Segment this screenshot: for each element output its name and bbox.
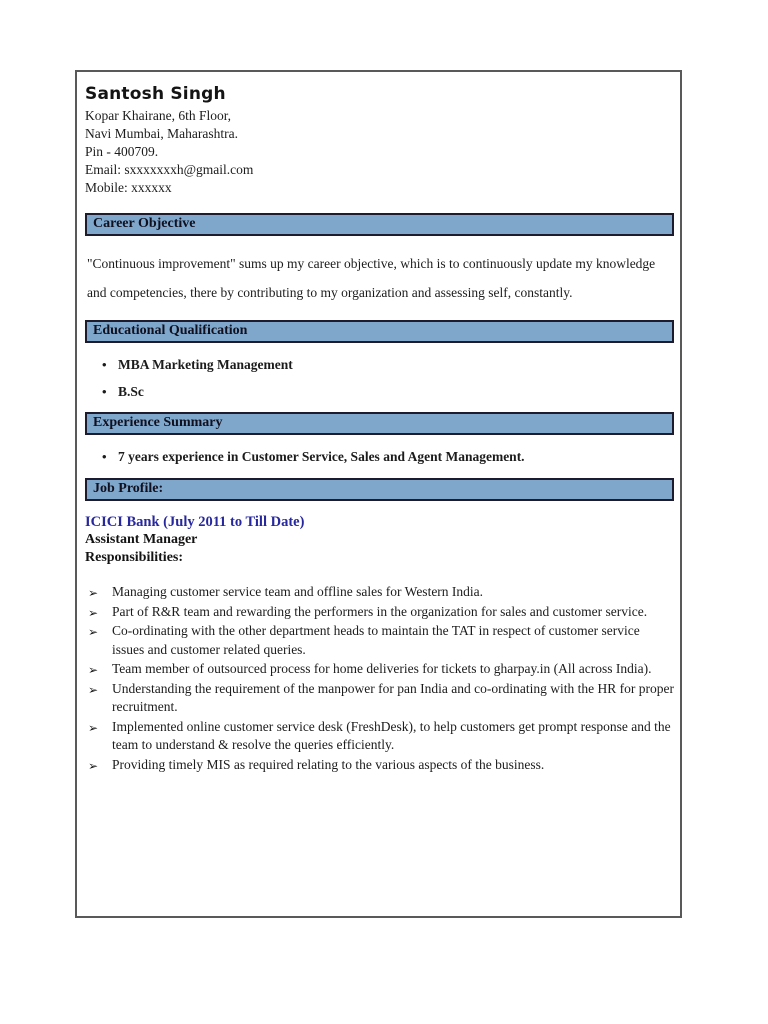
career-objective-text: "Continuous improvement" sums up my career objective, which is to continuously update my knowledge and competencies, there by contributing to my organization and assessing self, constantly.	[87, 256, 656, 300]
responsibility-text: Co-ordinating with the other department heads to maintain the TAT in respect of customer service issues and customer related queries.	[112, 623, 640, 657]
education-list-item	[85, 355, 670, 375]
responsibilities-label: Responsibilities:	[85, 550, 184, 565]
responsibility-text: Implemented online customer service desk (FreshDesk), to help customers get prompt response and the team to understand & resolve the queries efficiently.	[112, 718, 671, 752]
experience-summary-list	[85, 447, 674, 467]
responsibilities-list	[85, 583, 674, 774]
responsibility-text: Part of R&R team and rewarding the performers in the organization for sales and customer service.	[112, 603, 648, 619]
company-heading: ICICI Bank (July 2011 to Till Date)	[85, 514, 305, 530]
responsibility-item	[85, 756, 674, 775]
job-profile-block	[85, 513, 674, 774]
experience-summary-item	[85, 447, 670, 467]
responsibility-item	[85, 603, 674, 622]
responsibility-item	[85, 718, 674, 755]
education-list-item	[85, 382, 670, 402]
education-item-text: B.Sc	[118, 384, 144, 399]
responsibility-item	[85, 660, 674, 679]
responsibility-text: Managing customer service team and offline sales for Western India.	[112, 584, 484, 599]
experience-summary-text: 7 years experience in Customer Service, Sales and Agent Management.	[118, 449, 525, 464]
address-line: Kopar Khairane, 6th Floor,	[85, 108, 232, 123]
responsibility-item	[85, 622, 674, 659]
section-header-experience-summary: Experience Summary	[85, 412, 674, 435]
arrow-bullet-icon: ➢	[88, 720, 99, 735]
arrow-bullet-icon: ➢	[88, 586, 99, 600]
arrow-bullet-icon: ➢	[88, 625, 99, 639]
arrow-bullet-icon: ➢	[88, 758, 99, 773]
arrow-bullet-icon: ➢	[88, 605, 99, 620]
address-line: Navi Mumbai, Maharashtra.	[85, 126, 238, 141]
education-item-text: MBA Marketing Management	[118, 357, 293, 372]
dot-bullet-icon: •	[102, 449, 107, 464]
arrow-bullet-icon: ➢	[88, 663, 99, 677]
responsibility-item	[85, 680, 674, 717]
section-header-career-objective: Career Objective	[85, 213, 674, 236]
resume-header	[85, 84, 674, 197]
address-line: Pin - 400709.	[85, 144, 159, 159]
candidate-name: Santosh Singh	[85, 84, 226, 104]
section-header-educational-qualification: Educational Qualification	[85, 320, 674, 343]
education-list	[85, 355, 674, 402]
section-header-job-profile: Job Profile:	[85, 478, 674, 501]
responsibility-item	[85, 583, 674, 602]
dot-bullet-icon: •	[102, 357, 107, 372]
responsibility-text: Providing timely MIS as required relating to the various aspects of the business.	[112, 756, 545, 772]
arrow-bullet-icon: ➢	[88, 682, 99, 697]
mobile-line: Mobile: xxxxxx	[85, 180, 172, 195]
dot-bullet-icon: •	[102, 384, 107, 399]
email-line: Email: sxxxxxxxh@gmail.com	[85, 162, 254, 177]
resume-page	[75, 70, 682, 918]
responsibility-text: Team member of outsourced process for home deliveries for tickets to gharpay.in (All across India).	[112, 661, 652, 676]
job-role: Assistant Manager	[85, 532, 198, 547]
responsibility-text: Understanding the requirement of the manpower for pan India and co-ordinating with the HR for proper recruitment.	[112, 680, 674, 714]
